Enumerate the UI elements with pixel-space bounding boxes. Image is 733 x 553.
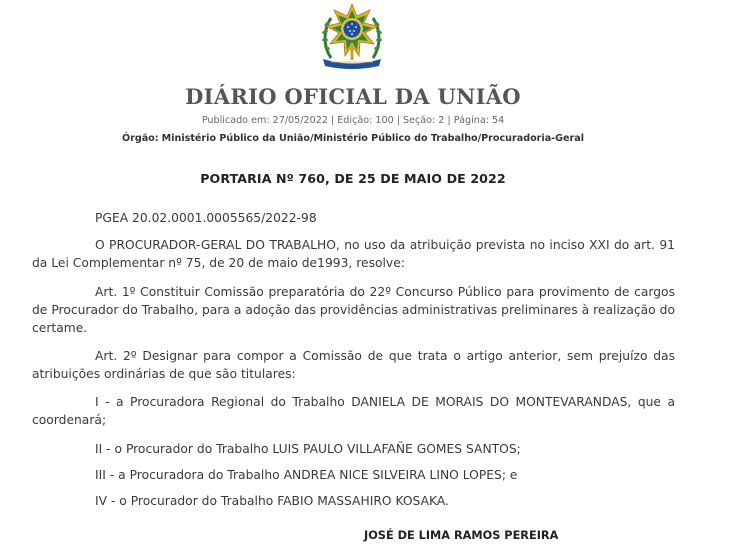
masthead-title: DIÁRIO OFICIAL DA UNIÃO	[185, 84, 521, 109]
member-item-2: II - o Procurador do Trabalho LUIS PAULO VILLAFAÑE GOMES SANTOS;	[95, 442, 521, 456]
preamble-paragraph: O PROCURADOR-GERAL DO TRABALHO, no uso da atribuição prevista no inciso XXI do art. 91 da Lei Complementar nº 75, de 20 de maio de1993, resolve:	[32, 238, 675, 270]
organ-value: Ministério Público da União/Ministério Público do Trabalho/Procuradoria-Geral	[161, 133, 585, 144]
organ-label: Órgão:	[121, 133, 159, 144]
process-number: PGEA 20.02.0001.0005565/2022-98	[95, 211, 317, 225]
member-item-1: I - a Procuradora Regional do Trabalho DANIELA DE MORAIS DO MONTEVARANDAS, que a coordenará;	[32, 395, 675, 427]
publication-info: Publicado em: 27/05/2022 | Edição: 100 | Seção: 2 | Página: 54	[201, 115, 505, 126]
article-1-paragraph: Art. 1º Constituir Comissão preparatória do 22º Concurso Público para provimento de cargos de Procurador do Trabalho, para a adoção das providências administrativas preliminares à realização do certame.	[32, 285, 675, 335]
member-item-4: IV - o Procurador do Trabalho FABIO MASSAHIRO KOSAKA.	[95, 494, 449, 508]
article-2-paragraph: Art. 2º Designar para compor a Comissão de que trata o artigo anterior, sem prejuízo das atribuições ordinárias de que são titulares:	[32, 349, 675, 381]
member-item-3: III - a Procuradora do Trabalho ANDREA NICE SILVEIRA LINO LOPES; e	[95, 468, 518, 482]
document-title: PORTARIA Nº 760, DE 25 DE MAIO DE 2022	[200, 171, 506, 186]
coat-of-arms-icon	[317, 2, 387, 70]
signature-name: JOSÉ DE LIMA RAMOS PEREIRA	[364, 529, 559, 542]
organ-line	[0, 133, 706, 144]
